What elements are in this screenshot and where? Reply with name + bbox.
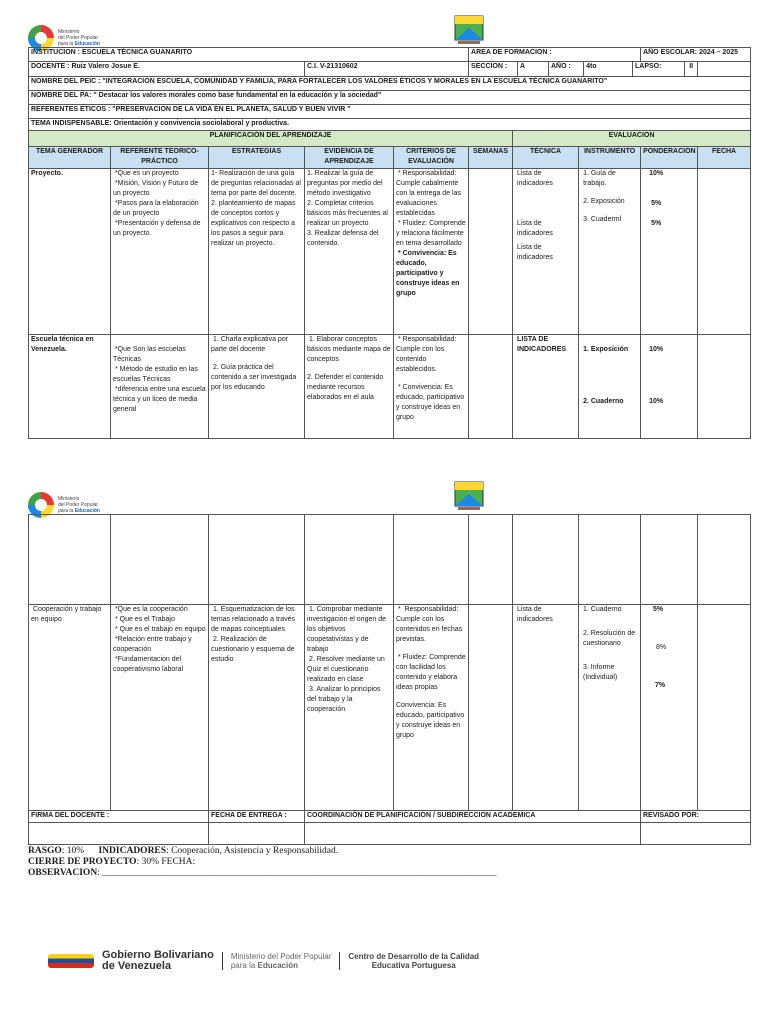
pa-cell: NOMBRE DEL PA: " Destacar los valores morales como base fundamental en la educación y la sociedad" [29, 91, 751, 105]
peic-cell: NOMBRE DEL PEIC : "INTEGRACIÓN ESCUELA, COMUNIDAD Y FAMILIA, PARA FORTALECER LOS VALORES ÉTICOS Y MORALES EN LA ESCUELA TÉCNICA GUANARITO" [29, 77, 751, 91]
observacion-line: OBSERVACION: ___________________________________________________________________________________ [28, 868, 497, 878]
col-header-fecha: FECHA [698, 147, 751, 169]
school-crest-icon [452, 14, 486, 46]
criterios-cell: * Responsabilidad: Cumple con los contenido establecidos. * Convivencia: Es educado, participativo y construye ideas en grupo [394, 335, 469, 439]
tecnica-cell: Lista de indicadores Lista de indicadores Lista de indicadores [513, 169, 579, 335]
estrategias-cell: 1. Esquematizacion de los temas relacionado a través de mapas conceptuales 2. Realización de cuestionario y esquema de estudio [209, 605, 305, 811]
table-row [29, 169, 751, 335]
teacher-signature-label: FIRMA DEL DOCENTE : [29, 811, 209, 823]
criterios-cell: * Responsabilidad: Cumple con los contenidos en fechas previstas. * Fluidez: Comprende con facilidad los contenido y elabora ideas propias Convivencia: Es educado, participativo y construye ideas en grupo [394, 605, 469, 811]
coordination-field [305, 823, 641, 845]
semanas-cell [469, 335, 513, 439]
tema-cell: Escuela técnica en Venezuela. [29, 335, 111, 439]
fecha-cell [698, 335, 751, 439]
semanas-cell [469, 169, 513, 335]
referente-cell: *Que es la cooperación * Que es el Trabajo * Que es el trabajo en equipo *Relación entre trabajo y cooperación *Fundamentacion del cooperativismo laboral [111, 605, 209, 811]
col-header-tecnica: TÉCNICA [513, 147, 579, 169]
estrategias-cell: 1. Charla explicativa por parte del docente 2. Guía práctica del contenido a ser investigada por los educando [209, 335, 305, 439]
delivery-date-field [209, 823, 305, 845]
evaluation-section-header: EVALUACIÓN [513, 131, 751, 147]
planning-table-page1 [28, 47, 751, 439]
ministry-logo: Ministerio del Poder Popular para la Educación [28, 25, 100, 51]
ministry-logo-page2: Ministerio del Poder Popular para la Educación [28, 492, 100, 518]
year-label: AÑO : [549, 62, 584, 76]
tecnica-cell: Lista de indicadores [513, 605, 579, 811]
col-header-ponderacion: PONDERACIÓN [641, 147, 698, 169]
tema-cell: Proyecto. [29, 169, 111, 335]
col-header-estrategias: ESTRATEGIAS [209, 147, 305, 169]
ci-cell: C.I. V-21310602 [305, 62, 394, 77]
fecha-cell [698, 169, 751, 335]
instrumento-cell: 1. Guía de trabajo. 2. Exposición 3. Cuaderml [579, 169, 641, 335]
reviewed-by-field [641, 823, 751, 845]
teacher-cell: DOCENTE : Ruiz Valero Josue E. [29, 62, 305, 77]
table-row [29, 605, 751, 811]
table-row [29, 335, 751, 439]
section-value: A [518, 62, 549, 76]
col-header-instrumento: INSTRUMENTO [579, 147, 641, 169]
section-label: SECCION : [469, 62, 518, 76]
evidencia-cell: 1. Elaborar conceptos básicos mediante mapa de conceptos 2. Defender el contenido mediante recursos elaborados en el aula [305, 335, 394, 439]
estrategias-cell: 1- Realización de una guía de preguntas relacionadas al tema por parte del docente. 2. planteamiento de mapas de conceptos cortos y explicativos con respecto a los pasos a seguir para realizar un proyecto. [209, 169, 305, 335]
institution-cell: INSTITUCION : ESCUELA TÉCNICA GUANARITO [29, 48, 469, 62]
rasgo-line: RASGO: 10% INDICADORES: Cooperación, Asistencia y Responsabilidad. [28, 846, 339, 856]
coordination-label: COORDINACIÓN DE PLANIFICACION / SUBDIRECCIÓN ACADEMICA [305, 811, 641, 823]
area-cell: AREA DE FORMACION : [469, 48, 579, 62]
ponderacion-cell: 10% 10% [641, 335, 698, 439]
tema-cell: Cooperación y trabajo en equipo [29, 605, 111, 811]
ethics-cell: REFERENTES ETICOS : "PRESERVACIÓN DE LA VIDA EN EL PLANETA, SALUD Y BUEN VIVIR " [29, 105, 751, 119]
school-crest-icon [452, 480, 486, 512]
instrumento-cell: 1. Cuaderno 2. Resolución de cuestionario 3. Informe (Individual) [579, 605, 641, 811]
col-header-tema: TEMA GENERADOR [29, 147, 111, 169]
evidencia-cell: 1. Comprobar mediante investigación el origen de los objetivos coopetativistas y de trabajo 2. Resolver mediante un Quiz el cuestionario realizado en clase 3. Analizar lo principios del trabajo y la cooperación [305, 605, 394, 811]
delivery-date-label: FECHA DE ENTREGA : [209, 811, 305, 823]
school-year-cell: AÑO ESCOLAR: 2024 – 2025 [641, 48, 751, 62]
lapse-label: LAPSO: [633, 62, 685, 76]
notes-block [28, 846, 748, 879]
semanas-cell [469, 605, 513, 811]
teacher-signature-field [29, 823, 209, 845]
planning-section-header: PLANIFICACIÓN DEL APRENDIZAJE [29, 131, 513, 147]
ponderacion-cell: 10% 5% 5% [641, 169, 698, 335]
year-value: 4to [584, 62, 633, 76]
col-header-evidencia: EVIDENCIA DE APRENDIZAJE [305, 147, 394, 169]
col-header-semanas: SEMANAS [469, 147, 513, 169]
col-header-criterios: CRITERIOS DE EVALUACIÓN [394, 147, 469, 169]
ponderacion-cell: 5% 8% 7% [641, 605, 698, 811]
instrumento-cell: 1. Exposición 2. Cuaderno [579, 335, 641, 439]
tecnica-cell: LISTA DE INDICADORES [513, 335, 579, 439]
reviewed-by-label: REVISADO POR: [641, 811, 751, 823]
referente-cell: *Que Son las escuelas Técnicas * Método de estudio en las escuelas Técnicas *diferencia entre una escuela técnica y un liceo de media general [111, 335, 209, 439]
cierre-line: CIERRE DE PROYECTO: 30% FECHA: [28, 857, 196, 867]
lapse-value: II [689, 63, 694, 70]
planning-table-page2 [28, 514, 751, 845]
criterios-cell: * Responsabilidad: Cumple cabalmente con la entrega de las evaluaciones establecidas * Fluidez: Comprende y relaciona fácilmente en tema desarrollado * Convivencia: Es educado, participativo y construye ideas en grupo [394, 169, 469, 335]
col-header-referente: REFERENTE TEORICO-PRÁCTICO [111, 147, 209, 169]
topic-cell: TEMA INDISPENSABLE: Orientación y convivencia sociolaboral y productiva. [29, 119, 751, 131]
footer-banner: Gobierno Bolivariano de Venezuela Ministerio del Poder Popular para la Educación Centro de Desarrollo de la Calidad Educativa Portuguesa [48, 948, 708, 974]
referente-cell: *Que es un proyecto *Misión, Visión y Futuro de un proyecto *Pasos para la elaboración de un proyecto *Presentación y defensa de un proyecto. [111, 169, 209, 335]
fecha-cell [698, 605, 751, 811]
venezuela-flag-icon [48, 954, 94, 968]
evidencia-cell: 1. Realizar la guía de preguntas por medio del método investigativo 2. Completar criterios básicos más frecuentes al realizar un proyecto 3. Realizar defensa del contenido. [305, 169, 394, 335]
